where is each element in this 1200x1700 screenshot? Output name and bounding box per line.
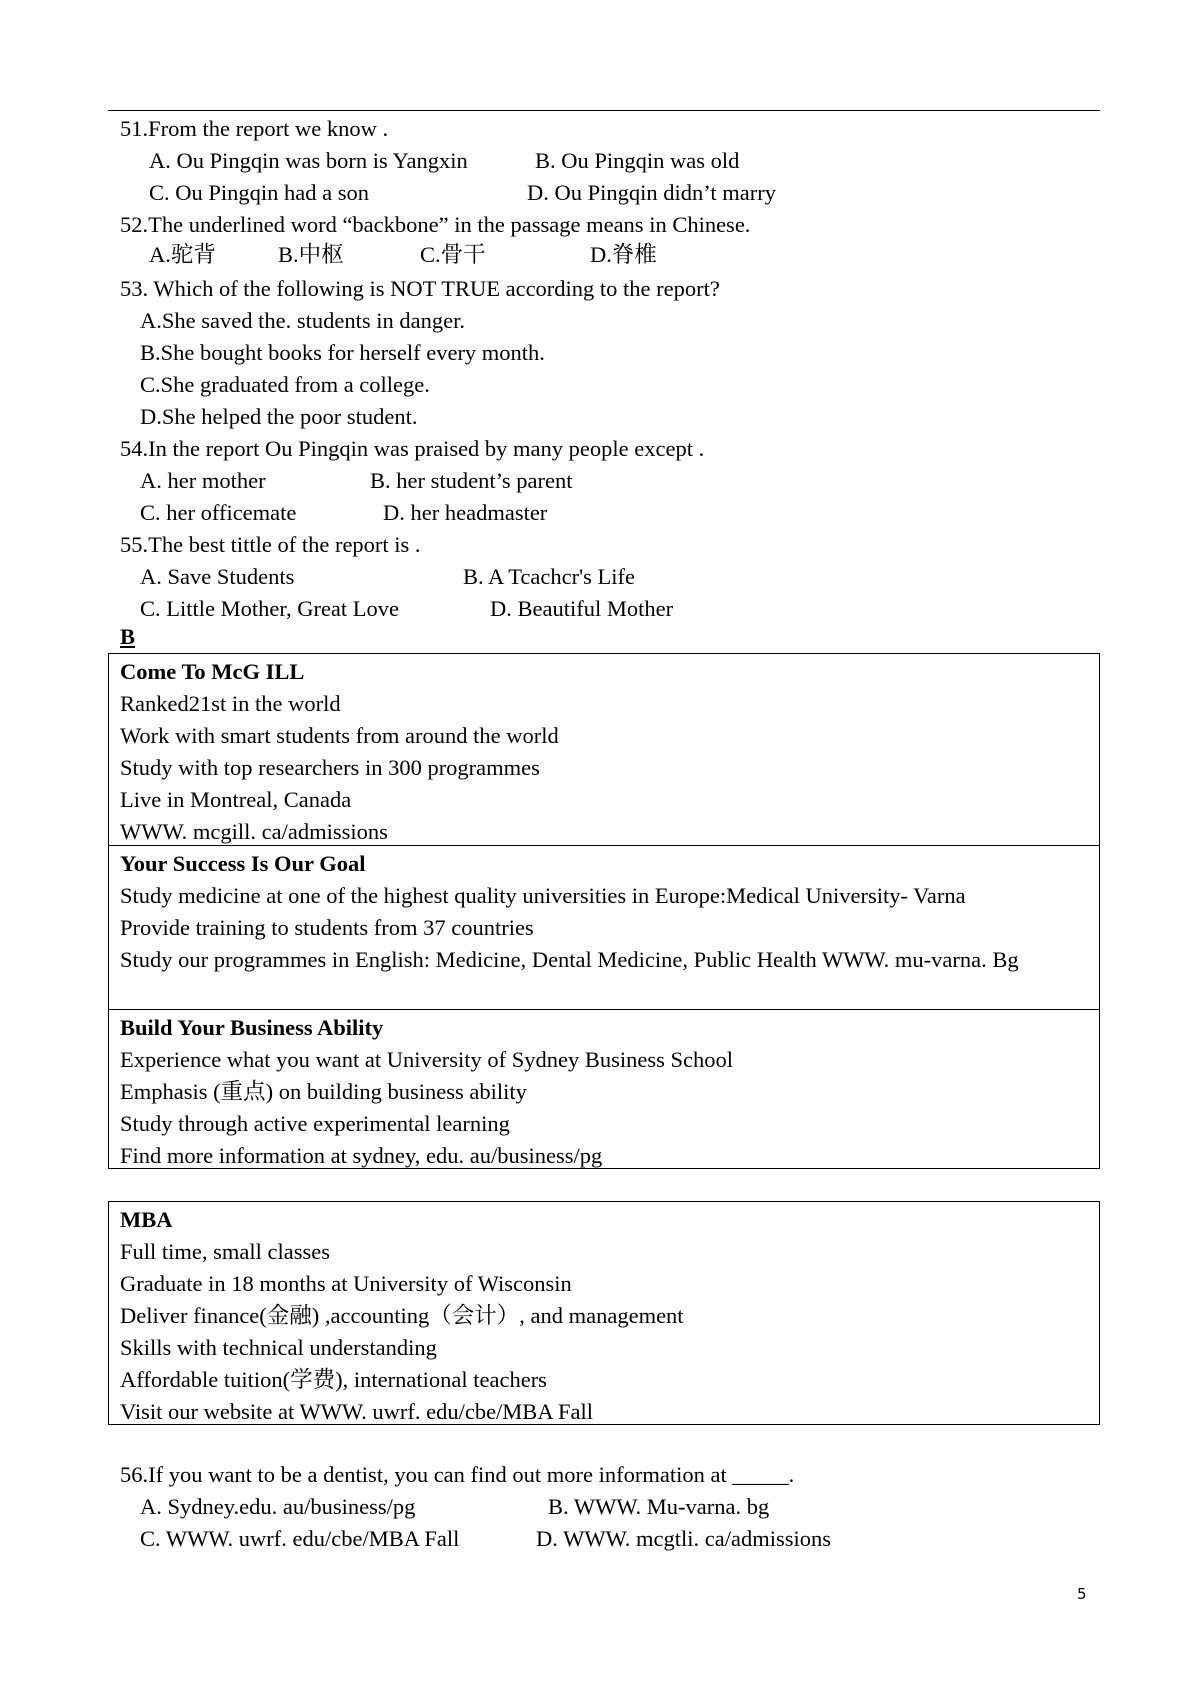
question-52-option-c: C.骨干	[420, 242, 486, 267]
question-53-option-c: C.She graduated from a college.	[140, 372, 430, 397]
ad-mcgill-line: Ranked21st in the world	[120, 691, 341, 716]
question-51-option-c: C. Ou Pingqin had a son	[149, 180, 370, 205]
ad-sydney-line: Study through active experimental learning	[120, 1111, 510, 1136]
ad-mba-line: Skills with technical understanding	[120, 1335, 437, 1360]
question-56-option-c: C. WWW. uwrf. edu/cbe/MBA Fall	[140, 1526, 460, 1551]
page-number: 5	[1077, 1585, 1087, 1603]
question-56-stem: 56.If you want to be a dentist, you can find out more information at _____.	[120, 1462, 795, 1487]
ads-box-universities	[108, 653, 1100, 1169]
ad-sydney-line: Emphasis (重点) on building business ability	[120, 1079, 527, 1104]
ad-mba-title: MBA	[120, 1207, 173, 1232]
question-55-option-c: C. Little Mother, Great Love	[140, 596, 400, 621]
ad-varna-line: Study our programmes in English: Medicine, Dental Medicine, Public Health WWW. mu-varna. Bg	[120, 947, 1019, 972]
question-55-stem: 55.The best tittle of the report is .	[120, 532, 421, 557]
question-53-option-d: D.She helped the poor student.	[140, 404, 418, 429]
question-55-option-d: D. Beautiful Mother	[490, 596, 674, 621]
question-56-option-d: D. WWW. mcgtli. ca/admissions	[536, 1526, 831, 1551]
question-52-option-d: D.脊椎	[590, 242, 657, 267]
question-53-option-a: A.She saved the. students in danger.	[140, 308, 465, 333]
question-54-option-d: D. her headmaster	[383, 500, 548, 525]
question-53-stem: 53. Which of the following is NOT TRUE according to the report?	[120, 276, 720, 301]
question-54-stem: 54.In the report Ou Pingqin was praised by many people except .	[120, 436, 705, 461]
ad-varna-line: Study medicine at one of the highest quality universities in Europe:Medical University- Varna	[120, 883, 966, 908]
ad-divider	[109, 1009, 1099, 1010]
ad-mba-line: Full time, small classes	[120, 1239, 330, 1264]
question-52-stem: 52.The underlined word “backbone” in the passage means in Chinese.	[120, 212, 751, 237]
question-51-option-d: D. Ou Pingqin didn’t marry	[527, 180, 776, 205]
header-rule	[108, 110, 1100, 111]
question-52-option-a: A.驼背	[149, 242, 216, 267]
ad-sydney-title: Build Your Business Ability	[120, 1015, 384, 1040]
question-51-option-b: B. Ou Pingqin was old	[535, 148, 740, 173]
question-53-option-b: B.She bought books for herself every month.	[140, 340, 545, 365]
ad-varna-line: Provide training to students from 37 countries	[120, 915, 534, 940]
ad-mcgill-website: WWW. mcgill. ca/admissions	[120, 819, 388, 844]
ad-mcgill-line: Work with smart students from around the world	[120, 723, 559, 748]
ad-mcgill-title: Come To McG ILL	[120, 659, 305, 684]
ads-box-mba	[108, 1201, 1100, 1425]
ad-mba-website: Visit our website at WWW. uwrf. edu/cbe/MBA Fall	[120, 1399, 593, 1424]
question-51-option-a: A. Ou Pingqin was born is Yangxin	[149, 148, 468, 173]
ad-mba-line: Graduate in 18 months at University of Wisconsin	[120, 1271, 572, 1296]
question-56-option-b: B. WWW. Mu-varna. bg	[548, 1494, 770, 1519]
ad-mba-line: Affordable tuition(学费), international teachers	[120, 1367, 547, 1392]
ad-mcgill-line: Study with top researchers in 300 programmes	[120, 755, 540, 780]
question-55-option-b: B. A Tcachcr's Life	[463, 564, 636, 589]
section-b-label: B	[120, 624, 136, 649]
question-51-stem: 51.From the report we know .	[120, 116, 389, 141]
question-54-option-a: A. her mother	[140, 468, 266, 493]
ad-divider	[109, 845, 1099, 846]
ad-mba-line: Deliver finance(金融) ,accounting（会计）, and management	[120, 1303, 684, 1328]
question-54-option-c: C. her officemate	[140, 500, 297, 525]
ad-mcgill-line: Live in Montreal, Canada	[120, 787, 352, 812]
ad-sydney-line: Experience what you want at University of Sydney Business School	[120, 1047, 734, 1072]
ad-sydney-website: Find more information at sydney, edu. au/business/pg	[120, 1143, 603, 1168]
question-55-option-a: A. Save Students	[140, 564, 295, 589]
question-54-option-b: B. her student’s parent	[370, 468, 573, 493]
question-52-option-b: B.中枢	[278, 242, 344, 267]
ad-varna-title: Your Success Is Our Goal	[120, 851, 366, 876]
question-56-option-a: A. Sydney.edu. au/business/pg	[140, 1494, 416, 1519]
